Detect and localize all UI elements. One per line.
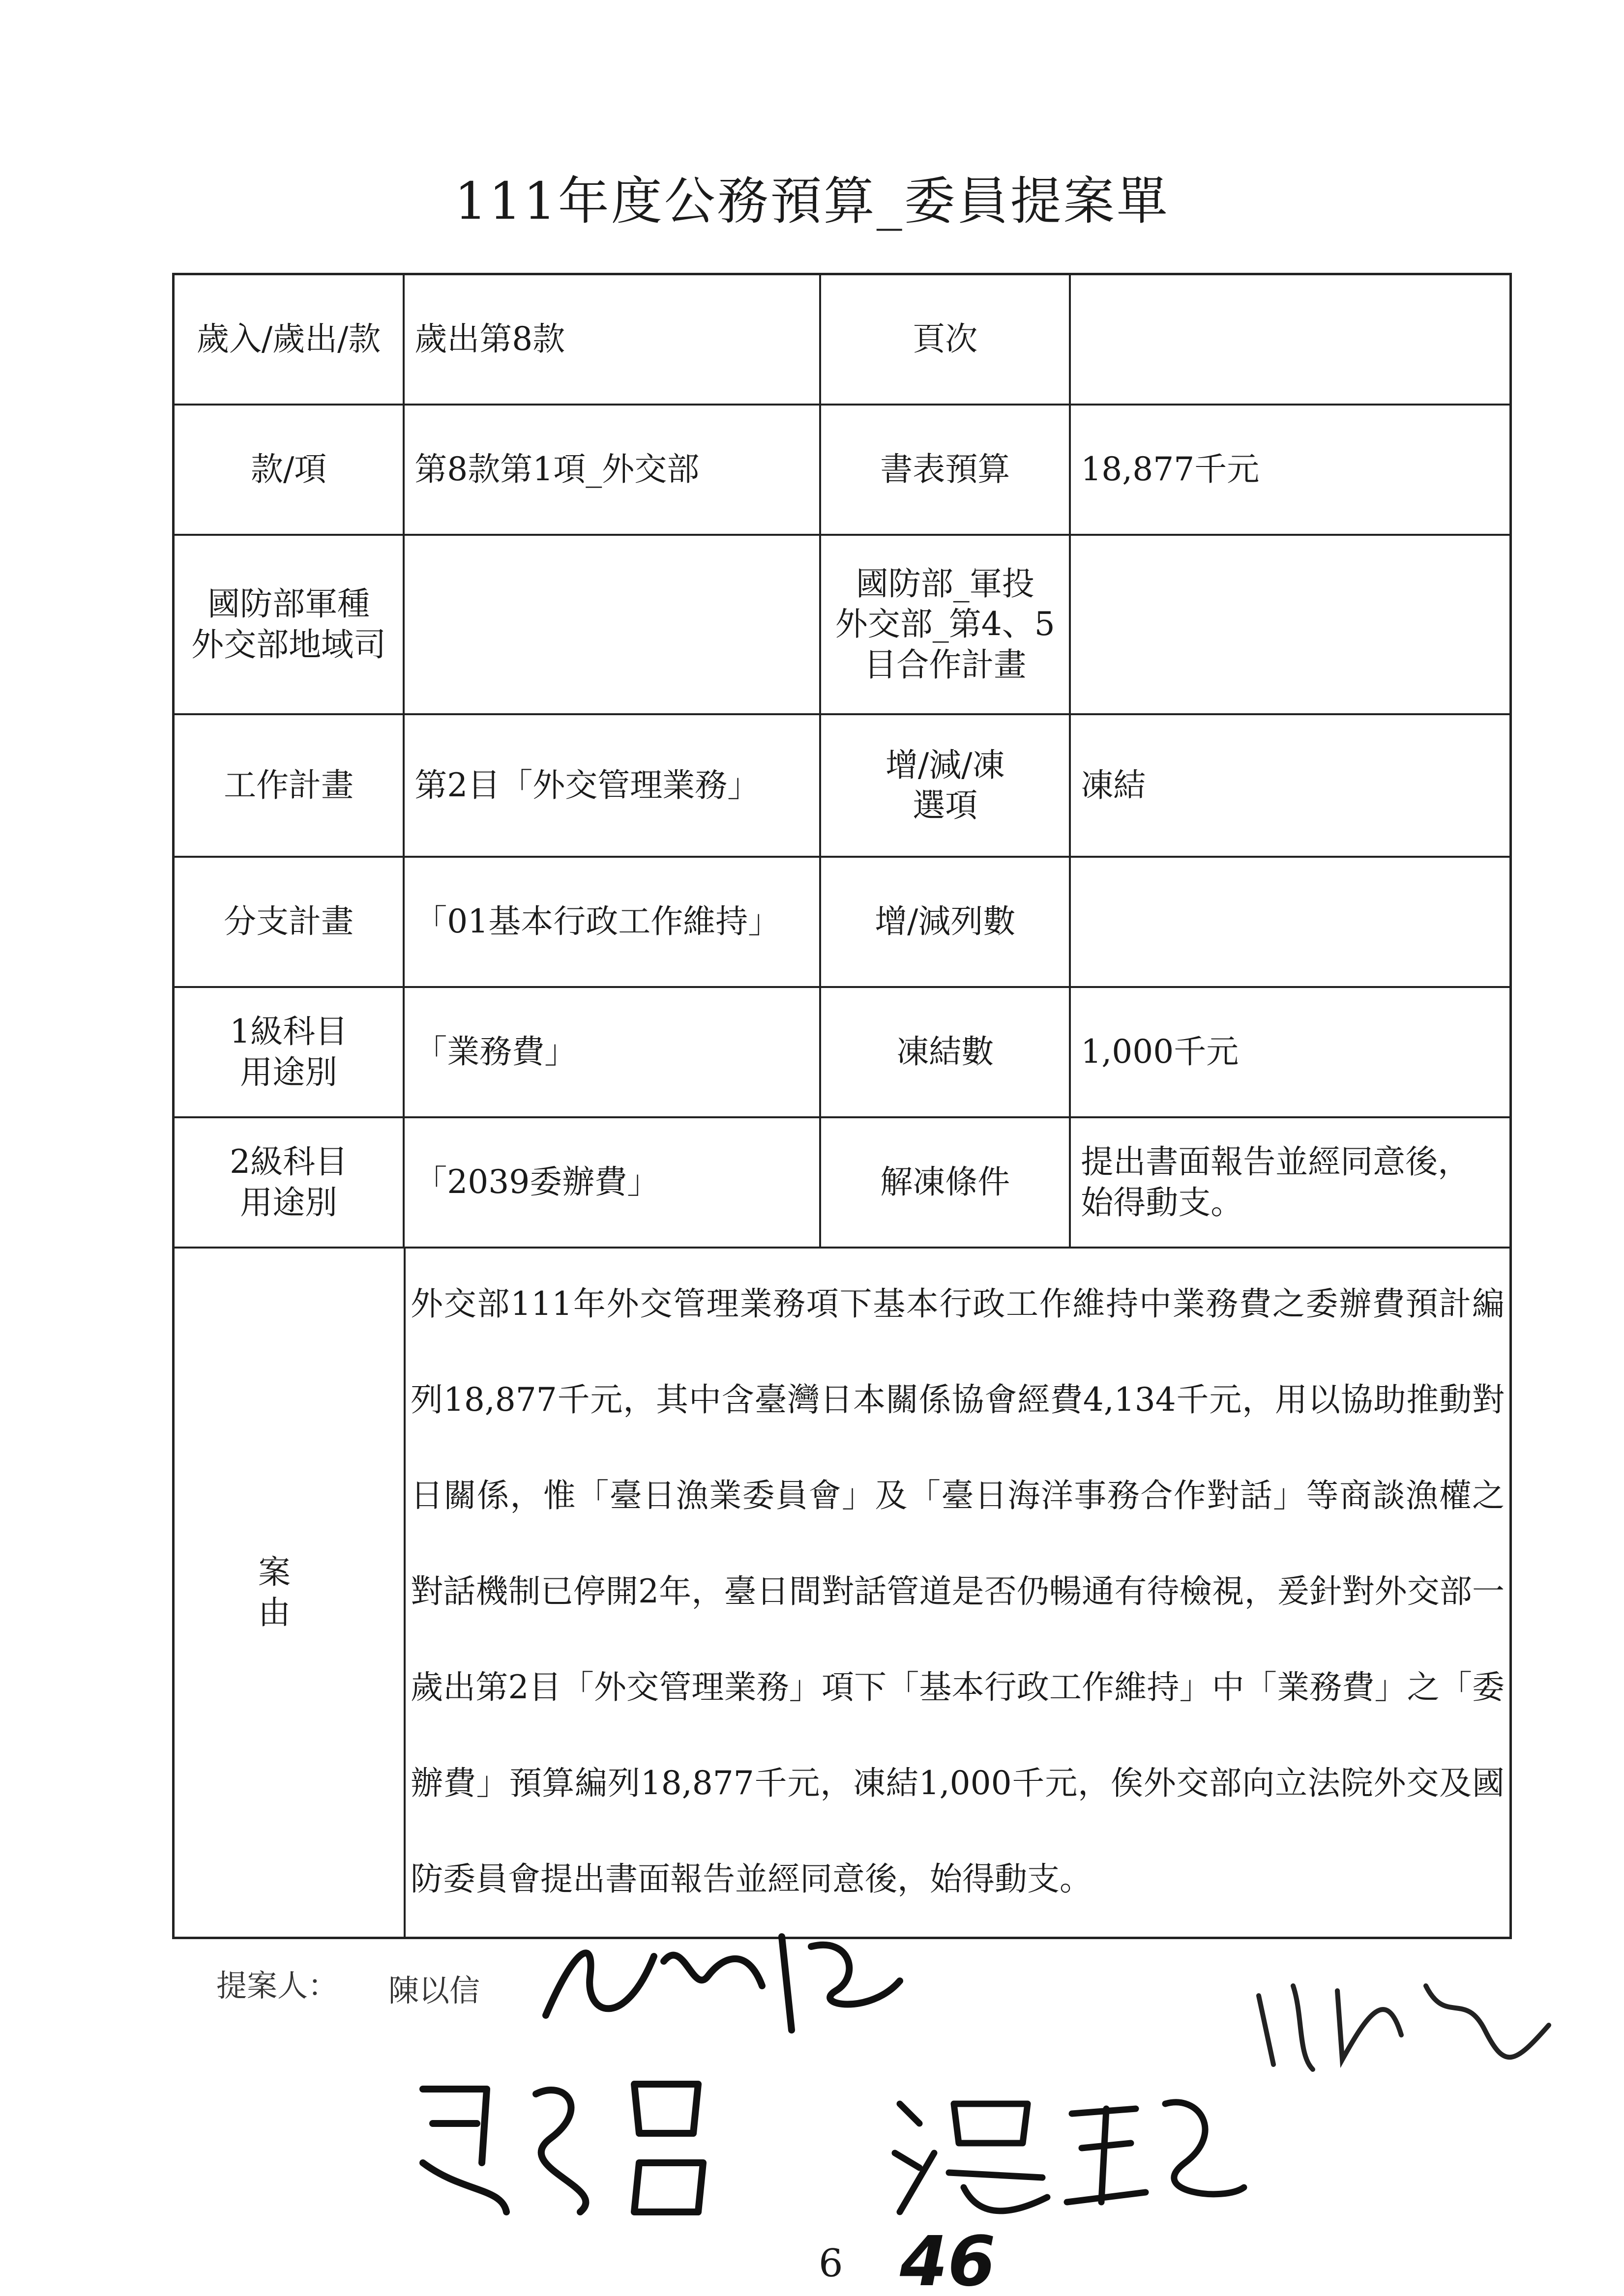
row-value: 第8款第1項_外交部 (405, 406, 821, 534)
row-label: 國防部軍種 外交部地域司 (175, 536, 405, 713)
row-value-2 (1071, 275, 1509, 404)
proposer-label: 提案人： (216, 1968, 339, 2004)
proposal-form-table (172, 273, 1512, 1939)
row-label-2: 解凍條件 (821, 1118, 1071, 1247)
table-row (175, 858, 1509, 988)
row-value (405, 536, 821, 713)
table-row (175, 536, 1509, 715)
row-label-2: 頁次 (821, 275, 1071, 404)
row-label-2: 書表預算 (821, 406, 1071, 534)
row-value: 「01基本行政工作維持」 (405, 858, 821, 986)
row-value-2: 提出書面報告並經同意後， 始得動支。 (1081, 1143, 1471, 1221)
signature-3 (403, 2064, 723, 2227)
reason-text: 外交部111年外交管理業務項下基本行政工作維持中業務費之委辦費預計編列18,877千元，其中含臺灣日本關係協會經費4,134千元，用以協助推動對日關係，惟「臺日漁業委員會」及「臺日海洋事務合作對話」等商談漁權之對話機制已停開2年，臺日間對話管道是否仍暢通有待檢視，爰針對外交部一歲出第2目「外交管理業務」項下「基本行政工作維持」中「業務費」之「委辦費」預算編列18,877千元，凍結1,000千元，俟外交部向立法院外交及國防委員會提出書面報告並經同意後，始得動支。 (411, 1285, 1505, 1898)
row-value: 歲出第8款 (405, 275, 821, 404)
table-row (175, 275, 1509, 406)
table-row (175, 406, 1509, 536)
row-label: 1級科目 用途別 (175, 988, 405, 1116)
row-label: 工作計畫 (175, 715, 405, 856)
row-label: 2級科目 用途別 (175, 1118, 405, 1247)
reason-label: 案由 (175, 1249, 406, 1937)
row-label-2: 國防部_軍投 外交部_第4、5 目合作計畫 (821, 536, 1071, 713)
row-value-2: 凍結 (1081, 766, 1146, 804)
signature-1 (516, 1917, 919, 2045)
table-row (175, 988, 1509, 1118)
row-label-2: 增/減/凍 選項 (821, 715, 1071, 856)
signature-2 (1239, 1956, 1564, 2084)
row-label: 歲入/歲出/款 (175, 275, 405, 404)
table-row (175, 1118, 1509, 1249)
page-title: 111年度公務預算_委員提案單 (454, 171, 1170, 231)
table-row (175, 715, 1509, 858)
row-label: 分支計畫 (175, 858, 405, 986)
reason-row (175, 1249, 1509, 1937)
signature-4 (880, 2074, 1254, 2222)
row-value-2 (1071, 536, 1509, 713)
row-label-2: 增/減列數 (821, 858, 1071, 986)
proposer-name: 陳以信 (388, 1973, 480, 2008)
page-number: 6 (819, 2241, 843, 2286)
row-value: 第2目「外交管理業務」 (405, 715, 821, 856)
row-value: 「業務費」 (405, 988, 821, 1116)
row-label: 款/項 (175, 406, 405, 534)
handwritten-number: 46 (900, 2222, 996, 2296)
row-value: 「2039委辦費」 (405, 1118, 821, 1247)
row-value-2: 1,000千元 (1081, 1033, 1239, 1071)
row-value-2 (1071, 858, 1509, 986)
row-label-2: 凍結數 (821, 988, 1071, 1116)
row-value-2: 18,877千元 (1081, 450, 1260, 489)
